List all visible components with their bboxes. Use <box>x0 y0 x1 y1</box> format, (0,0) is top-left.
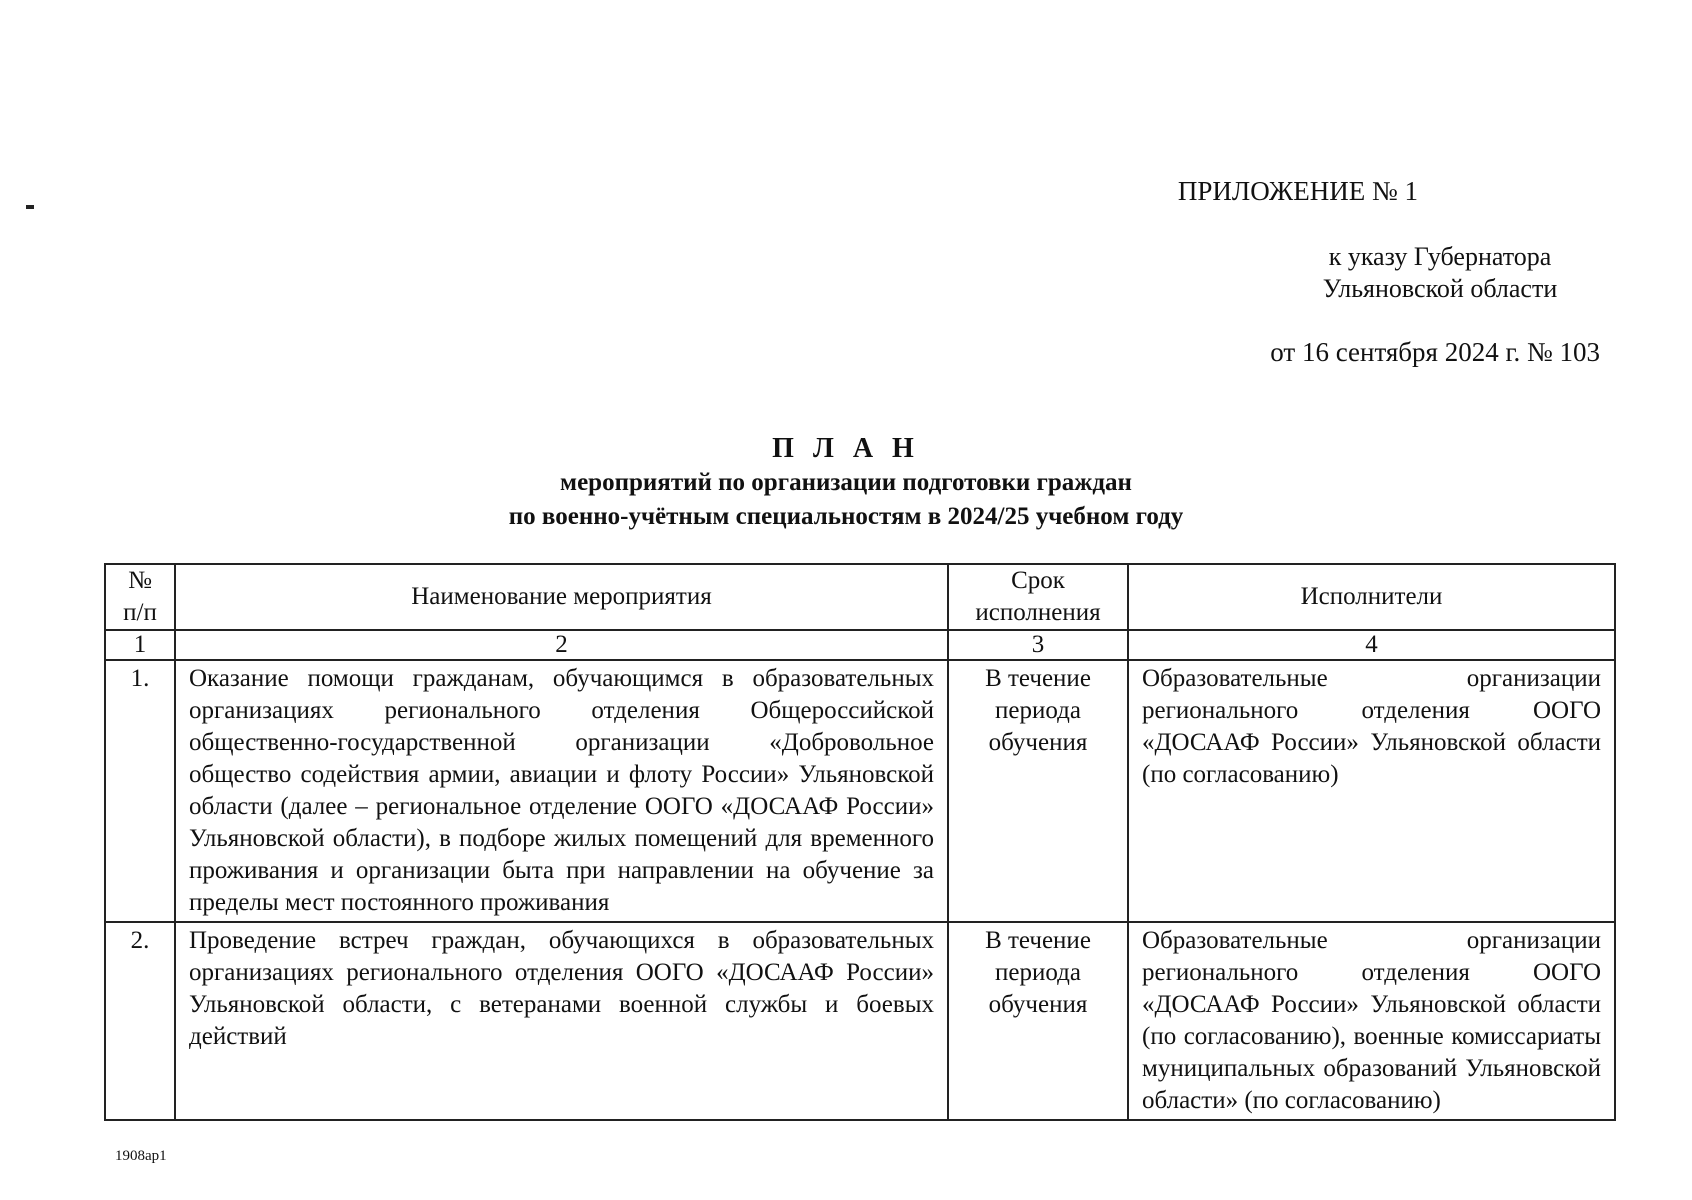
row-executors: Образовательные организации регионального отделения ООГО «ДОСААФ России» Ульяновской области (по согласованию), военные комиссариаты муниципальных образований Ульяновской области» (по согласованию) <box>1128 922 1615 1120</box>
plan-heading: П Л А Н <box>772 433 920 464</box>
column-number: 2 <box>175 630 948 660</box>
row-executors: Образовательные организации регионального отделения ООГО «ДОСААФ России» Ульяновской области (по согласованию) <box>1128 660 1615 922</box>
row-number: 2. <box>105 922 175 1120</box>
row-term: В течение периода обучения <box>948 922 1128 1120</box>
row-term: В течение периода обучения <box>948 660 1128 922</box>
document-title <box>0 432 1692 534</box>
table-header-row <box>105 564 1615 630</box>
title-line1: мероприятий по организации подготовки граждан <box>560 469 1132 496</box>
plan-table <box>104 563 1616 1121</box>
column-number: 4 <box>1128 630 1615 660</box>
appendix-label: ПРИЛОЖЕНИЕ № 1 <box>1177 176 1418 206</box>
table-row <box>105 660 1615 922</box>
decree-reference <box>1295 241 1585 305</box>
row-number: 1. <box>105 660 175 922</box>
header-term-line1: Срок <box>1011 567 1065 594</box>
document-code: 1908ap1 <box>115 1148 167 1164</box>
row-activity-name: Проведение встреч граждан, обучающихся в образовательных организациях регионального отделения ООГО «ДОСААФ России» Ульяновской области, с ветеранами военной службы и боевых действий <box>175 922 948 1120</box>
header-executors: Исполнители <box>1128 564 1615 630</box>
title-line2: по военно-учётным специальностям в 2024/25 учебном году <box>508 503 1184 530</box>
row-activity-name: Оказание помощи гражданам, обучающимся в образовательных организациях регионального отделения Общероссийской общественно-государственной организации «Добровольное общество содействия армии, авиации и флоту России» Ульяновской области (далее – региональное отделение ООГО «ДОСААФ России» Ульяновской области), в подборе жилых помещений для временного проживания и организации быта при направлении на обучение за пределы мест постоянного проживания <box>175 660 948 922</box>
table-row <box>105 922 1615 1120</box>
decree-date: от 16 сентября 2024 г. № 103 <box>1270 337 1600 367</box>
header-term <box>948 564 1128 630</box>
header-num <box>105 564 175 630</box>
decree-reference-line2: Ульяновской области <box>1322 274 1558 303</box>
header-name: Наименование мероприятия <box>175 564 948 630</box>
column-number-row <box>105 630 1615 660</box>
column-number: 1 <box>105 630 175 660</box>
header-term-line2: исполнения <box>975 599 1101 626</box>
column-number: 3 <box>948 630 1128 660</box>
scan-mark <box>26 205 34 209</box>
header-num-line1: № <box>128 567 152 594</box>
header-num-line2: п/п <box>123 599 157 626</box>
decree-reference-line1: к указу Губернатора <box>1328 242 1552 271</box>
